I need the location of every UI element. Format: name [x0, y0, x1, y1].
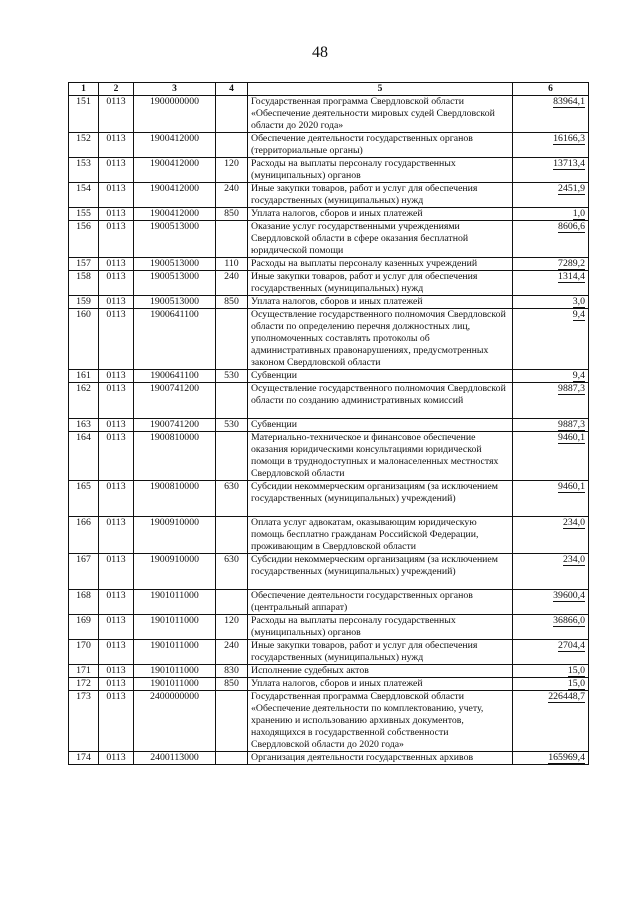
section-code: 0113: [99, 133, 134, 158]
row-number: 155: [69, 208, 99, 221]
section-code: 0113: [99, 96, 134, 133]
expense-type-code: 830: [216, 665, 248, 678]
section-code: 0113: [99, 481, 134, 517]
item-name: Уплата налогов, сборов и иных платежей: [248, 296, 513, 309]
target-code: 1900412000: [134, 208, 216, 221]
amount-value: 9,4: [572, 370, 585, 381]
expense-type-code: [216, 590, 248, 615]
amount-value: 83964,1: [553, 96, 585, 107]
expense-type-code: [216, 133, 248, 158]
item-name: Субсидии некоммерческим организациям (за исключением государственных (муниципальных) учреждений): [248, 481, 513, 517]
item-name: Субсидии некоммерческим организациям (за исключением государственных (муниципальных) учреждений): [248, 554, 513, 590]
section-code: 0113: [99, 258, 134, 271]
section-code: 0113: [99, 640, 134, 665]
amount: [513, 752, 589, 765]
section-code: 0113: [99, 691, 134, 752]
item-name: Государственная программа Свердловской области «Обеспечение деятельности мировых судей Свердловской области до 2020 года»: [248, 96, 513, 133]
amount: [513, 296, 589, 309]
amount: [513, 370, 589, 383]
table-row: [69, 678, 589, 691]
amount: [513, 96, 589, 133]
target-code: 1900513000: [134, 271, 216, 296]
amount: [513, 678, 589, 691]
amount-value: 16166,3: [553, 133, 585, 144]
budget-table: [68, 82, 589, 765]
section-code: 0113: [99, 432, 134, 481]
target-code: 1900910000: [134, 554, 216, 590]
item-name: Расходы на выплаты персоналу казенных учреждений: [248, 258, 513, 271]
expense-type-code: [216, 96, 248, 133]
table-row: [69, 309, 589, 370]
table-row: [69, 96, 589, 133]
table-row: [69, 481, 589, 517]
item-name: Исполнение судебных актов: [248, 665, 513, 678]
amount: [513, 481, 589, 517]
col-header-4: 4: [216, 83, 248, 96]
table-row: [69, 271, 589, 296]
amount-value: 8606,6: [558, 221, 585, 232]
item-name: Иные закупки товаров, работ и услуг для обеспечения государственных (муниципальных) нужд: [248, 271, 513, 296]
amount: [513, 383, 589, 419]
target-code: 1900810000: [134, 481, 216, 517]
item-name: Государственная программа Свердловской области «Обеспечение деятельности по комплектованию, учету, хранению и использованию архивных документов, находящихся в государственной собственности Свердловской области до 2020 года»: [248, 691, 513, 752]
item-name: Субвенции: [248, 370, 513, 383]
table-row: [69, 258, 589, 271]
table-body: [69, 96, 589, 765]
section-code: 0113: [99, 183, 134, 208]
amount: [513, 271, 589, 296]
item-name: Иные закупки товаров, работ и услуг для обеспечения государственных (муниципальных) нужд: [248, 183, 513, 208]
section-code: 0113: [99, 208, 134, 221]
row-number: 167: [69, 554, 99, 590]
amount-value: 9,4: [572, 309, 585, 320]
row-number: 157: [69, 258, 99, 271]
expense-type-code: 110: [216, 258, 248, 271]
row-number: 170: [69, 640, 99, 665]
expense-type-code: [216, 752, 248, 765]
amount: [513, 258, 589, 271]
item-name: Иные закупки товаров, работ и услуг для обеспечения государственных (муниципальных) нужд: [248, 640, 513, 665]
amount: [513, 208, 589, 221]
row-number: 152: [69, 133, 99, 158]
expense-type-code: [216, 383, 248, 419]
amount-value: 165969,4: [548, 752, 585, 763]
row-number: 174: [69, 752, 99, 765]
table-row: [69, 370, 589, 383]
expense-type-code: 120: [216, 158, 248, 183]
target-code: 1900000000: [134, 96, 216, 133]
amount-value: 2704,4: [558, 640, 585, 651]
expense-type-code: [216, 221, 248, 258]
table-row: [69, 517, 589, 554]
amount: [513, 158, 589, 183]
section-code: 0113: [99, 752, 134, 765]
expense-type-code: 120: [216, 615, 248, 640]
table-row: [69, 383, 589, 419]
expense-type-code: 850: [216, 208, 248, 221]
table-row: [69, 432, 589, 481]
amount-value: 9460,1: [558, 432, 585, 443]
section-code: 0113: [99, 517, 134, 554]
row-number: 156: [69, 221, 99, 258]
section-code: 0113: [99, 370, 134, 383]
item-name: Обеспечение деятельности государственных органов (центральный аппарат): [248, 590, 513, 615]
table-row: [69, 590, 589, 615]
row-number: 162: [69, 383, 99, 419]
amount: [513, 517, 589, 554]
table-row: [69, 615, 589, 640]
amount-value: 7289,2: [558, 258, 585, 269]
amount: [513, 133, 589, 158]
item-name: Обеспечение деятельности государственных органов (территориальные органы): [248, 133, 513, 158]
expense-type-code: 240: [216, 183, 248, 208]
amount-value: 9460,1: [558, 481, 585, 492]
row-number: 165: [69, 481, 99, 517]
target-code: 1900910000: [134, 517, 216, 554]
amount: [513, 640, 589, 665]
expense-type-code: [216, 309, 248, 370]
item-name: Оплата услуг адвокатам, оказывающим юридическую помощь бесплатно гражданам Российской Федерации, проживающим в Свердловской области: [248, 517, 513, 554]
amount-value: 2451,9: [558, 183, 585, 194]
amount-value: 9887,3: [558, 419, 585, 430]
amount: [513, 665, 589, 678]
target-code: 1900513000: [134, 296, 216, 309]
amount-value: 3,0: [572, 296, 585, 307]
item-name: Уплата налогов, сборов и иных платежей: [248, 678, 513, 691]
col-header-3: 3: [134, 83, 216, 96]
expense-type-code: 240: [216, 640, 248, 665]
row-number: 158: [69, 271, 99, 296]
row-number: 154: [69, 183, 99, 208]
amount-value: 13713,4: [553, 158, 585, 169]
section-code: 0113: [99, 158, 134, 183]
item-name: Организация деятельности государственных архивов: [248, 752, 513, 765]
expense-type-code: [216, 432, 248, 481]
table-row: [69, 208, 589, 221]
target-code: 1900641100: [134, 309, 216, 370]
expense-type-code: 850: [216, 296, 248, 309]
row-number: 166: [69, 517, 99, 554]
amount-value: 36866,0: [553, 615, 585, 626]
table-row: [69, 183, 589, 208]
target-code: 1901011000: [134, 590, 216, 615]
row-number: 153: [69, 158, 99, 183]
section-code: 0113: [99, 309, 134, 370]
section-code: 0113: [99, 615, 134, 640]
table-row: [69, 691, 589, 752]
item-name: Осуществление государственного полномочия Свердловской области по определению перечня должностных лиц, уполномоченных составлять протоколы об административных правонарушениях, предусмотренных законом Свердловской области: [248, 309, 513, 370]
table-row: [69, 133, 589, 158]
expense-type-code: [216, 691, 248, 752]
target-code: 1900741200: [134, 419, 216, 432]
table-row: [69, 221, 589, 258]
table-row: [69, 752, 589, 765]
amount-value: 9887,3: [558, 383, 585, 394]
amount: [513, 309, 589, 370]
section-code: 0113: [99, 678, 134, 691]
item-name: Субвенции: [248, 419, 513, 432]
target-code: 2400000000: [134, 691, 216, 752]
section-code: 0113: [99, 590, 134, 615]
amount: [513, 221, 589, 258]
amount-value: 39600,4: [553, 590, 585, 601]
section-code: 0113: [99, 271, 134, 296]
row-number: 151: [69, 96, 99, 133]
amount-value: 234,0: [562, 554, 585, 565]
item-name: Уплата налогов, сборов и иных платежей: [248, 208, 513, 221]
table-row: [69, 554, 589, 590]
table-header: [69, 83, 589, 96]
col-header-6: 6: [513, 83, 589, 96]
row-number: 164: [69, 432, 99, 481]
table-row: [69, 296, 589, 309]
row-number: 172: [69, 678, 99, 691]
row-number: 169: [69, 615, 99, 640]
section-code: 0113: [99, 419, 134, 432]
table-row: [69, 419, 589, 432]
row-number: 168: [69, 590, 99, 615]
target-code: 1900412000: [134, 158, 216, 183]
amount: [513, 183, 589, 208]
target-code: 1900741200: [134, 383, 216, 419]
col-header-5: 5: [248, 83, 513, 96]
amount: [513, 419, 589, 432]
expense-type-code: 530: [216, 419, 248, 432]
page-number: 48: [312, 44, 328, 61]
amount: [513, 691, 589, 752]
section-code: 0113: [99, 383, 134, 419]
item-name: Осуществление государственного полномочия Свердловской области по созданию административных комиссий: [248, 383, 513, 419]
target-code: 1900513000: [134, 258, 216, 271]
row-number: 173: [69, 691, 99, 752]
target-code: 1900810000: [134, 432, 216, 481]
col-header-1: 1: [69, 83, 99, 96]
amount-value: 226448,7: [548, 691, 585, 702]
expense-type-code: 240: [216, 271, 248, 296]
target-code: 1900513000: [134, 221, 216, 258]
row-number: 160: [69, 309, 99, 370]
item-name: Материально-техническое и финансовое обеспечение оказания юридическими консультациями юридической помощи в труднодоступных и малонаселенных местностях Свердловской области: [248, 432, 513, 481]
item-name: Оказание услуг государственными учреждениями Свердловской области в сфере оказания бесплатной юридической помощи: [248, 221, 513, 258]
target-code: 1900412000: [134, 133, 216, 158]
row-number: 161: [69, 370, 99, 383]
amount-value: 1,0: [572, 208, 585, 219]
target-code: 2400113000: [134, 752, 216, 765]
expense-type-code: 630: [216, 554, 248, 590]
row-number: 171: [69, 665, 99, 678]
expense-type-code: 530: [216, 370, 248, 383]
header-row: [69, 83, 589, 96]
amount: [513, 615, 589, 640]
amount: [513, 432, 589, 481]
table-row: [69, 640, 589, 665]
target-code: 1901011000: [134, 640, 216, 665]
target-code: 1901011000: [134, 678, 216, 691]
expense-type-code: [216, 517, 248, 554]
target-code: 1901011000: [134, 615, 216, 640]
section-code: 0113: [99, 665, 134, 678]
expense-type-code: 630: [216, 481, 248, 517]
target-code: 1900412000: [134, 183, 216, 208]
target-code: 1900641100: [134, 370, 216, 383]
section-code: 0113: [99, 296, 134, 309]
item-name: Расходы на выплаты персоналу государственных (муниципальных) органов: [248, 615, 513, 640]
target-code: 1901011000: [134, 665, 216, 678]
section-code: 0113: [99, 554, 134, 590]
row-number: 159: [69, 296, 99, 309]
amount-value: 234,0: [562, 517, 585, 528]
amount: [513, 554, 589, 590]
col-header-2: 2: [99, 83, 134, 96]
amount-value: 15,0: [567, 678, 585, 689]
table-row: [69, 158, 589, 183]
amount-value: 15,0: [567, 665, 585, 676]
expense-type-code: 850: [216, 678, 248, 691]
amount-value: 1314,4: [558, 271, 585, 282]
item-name: Расходы на выплаты персоналу государственных (муниципальных) органов: [248, 158, 513, 183]
amount: [513, 590, 589, 615]
section-code: 0113: [99, 221, 134, 258]
row-number: 163: [69, 419, 99, 432]
table-row: [69, 665, 589, 678]
